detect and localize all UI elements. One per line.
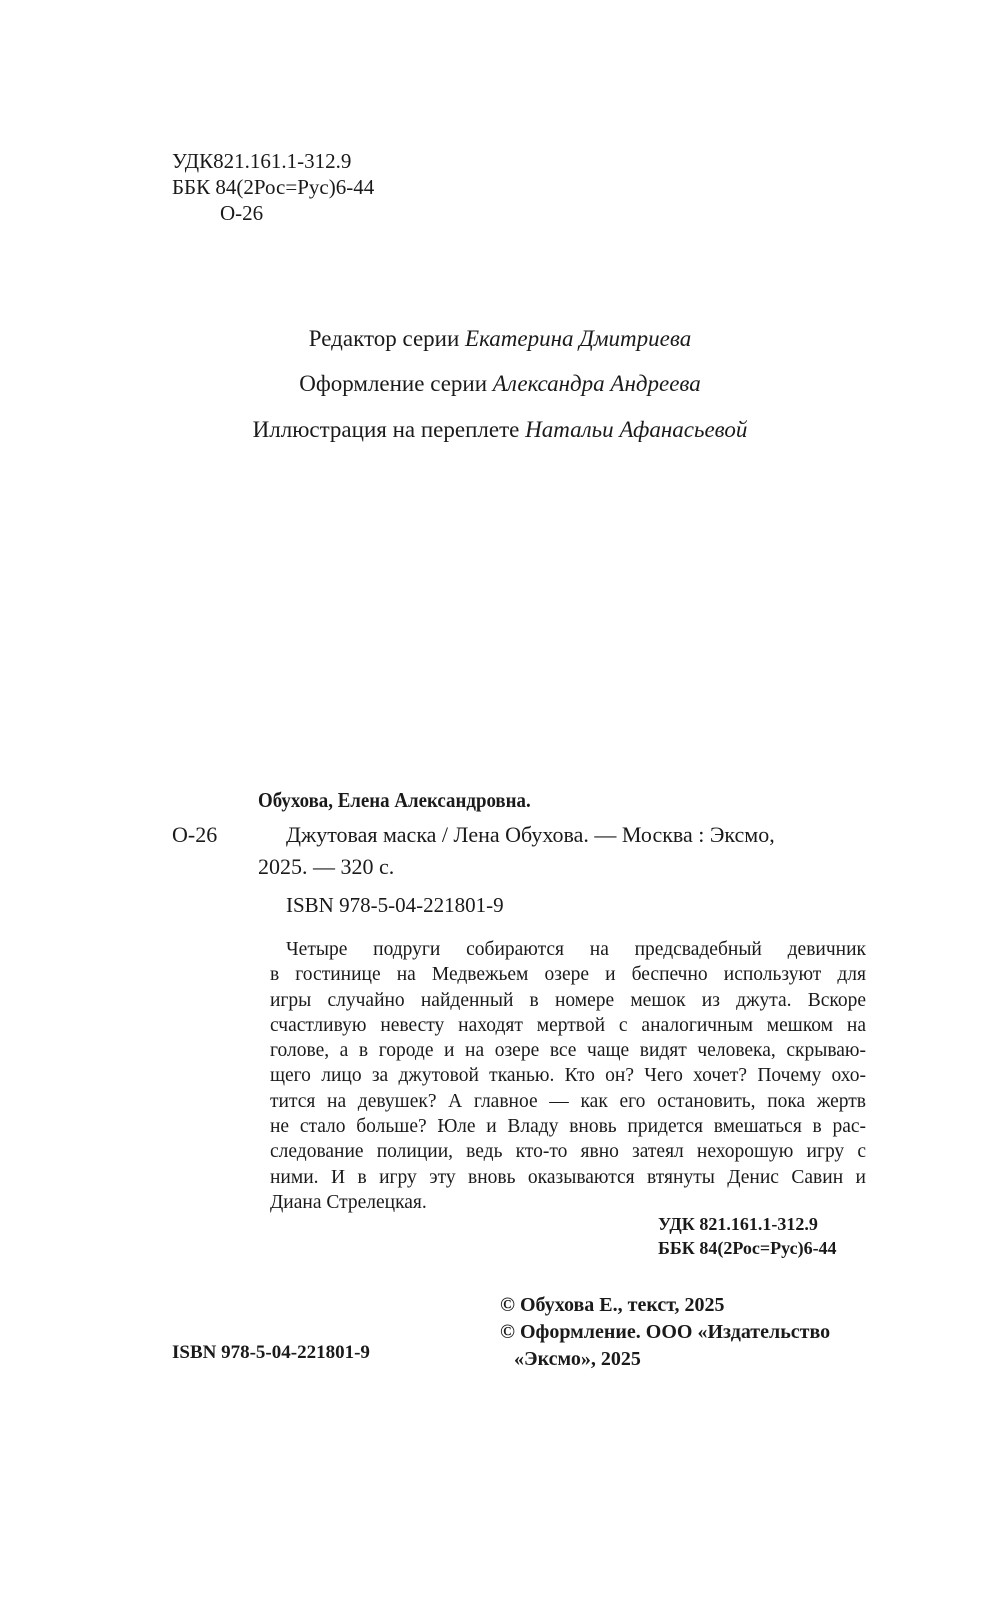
credit-role: Оформление серии <box>299 371 488 396</box>
catalog-title-line-2: 2025. — 320 с. <box>258 854 395 879</box>
credit-series-editor <box>0 326 1000 352</box>
header-classification-codes <box>172 148 374 226</box>
copyright-design-cont: «Эксмо», 2025 <box>514 1348 641 1370</box>
footer-classification-codes <box>658 1212 837 1260</box>
annotation-line: ними. И в игру эту вновь оказываются втянуты Денис Савин и <box>270 1166 866 1188</box>
copyright-block <box>500 1292 830 1373</box>
catalog-author-mark: О-26 <box>172 822 218 847</box>
annotation-line: тится на девушек? А главное — как его остановить, пока жертв <box>270 1090 866 1112</box>
credit-cover-illustration <box>0 417 1000 443</box>
credit-name: Александра Андреева <box>492 371 701 396</box>
copyright-design: © Оформление. ООО «Издательство <box>500 1321 831 1343</box>
bbk-code: ББК 84(2Рос=Рус)6-44 <box>172 175 375 199</box>
catalog-isbn: ISBN 978-5-04-221801-9 <box>286 893 504 917</box>
annotation-line: щего лицо за джутовой тканью. Кто он? Чего хочет? Почему охо- <box>270 1065 866 1087</box>
credit-series-design <box>0 371 1000 397</box>
credit-name: Натальи Афанасьевой <box>525 417 748 442</box>
annotation-line: Четыре подруги собираются на предсвадебный девичник <box>286 939 866 960</box>
copyright-text: © Обухова Е., текст, 2025 <box>500 1294 725 1316</box>
annotation-line: голове, а в городе и на озере все чаще видят человека, скрываю- <box>270 1040 866 1062</box>
credit-name: Екатерина Дмитриева <box>465 326 692 351</box>
credit-role: Иллюстрация на переплете <box>252 417 520 442</box>
udk-code: УДК821.161.1-312.9 <box>172 149 352 173</box>
annotation-line: в гостинице на Медвежьем озере и беспечно используют для <box>270 964 866 986</box>
catalog-title-line-1: Джутовая маска / Лена Обухова. — Москва : Эксмо, <box>286 822 775 847</box>
annotation-line: следование полиции, ведь кто-то явно затеял нехорошую игру с <box>270 1141 866 1163</box>
udk-code: УДК 821.161.1-312.9 <box>658 1214 818 1234</box>
annotation-line: не стало больше? Юле и Владу вновь придется вмешаться в рас- <box>270 1116 866 1138</box>
catalog-author-heading: Обухова, Елена Александровна. <box>258 788 531 812</box>
bbk-code: ББК 84(2Рос=Рус)6-44 <box>658 1238 837 1258</box>
isbn-bottom: ISBN 978-5-04-221801-9 <box>172 1342 370 1363</box>
annotation-line: счастливую невесту находят мертвой с аналогичным мешком на <box>270 1014 866 1036</box>
author-mark: О-26 <box>220 201 264 225</box>
annotation-line: игры случайно найденный в номере мешок из джута. Вскоре <box>270 989 866 1011</box>
book-annotation <box>270 937 866 1215</box>
annotation-line: Диана Стрелецкая. <box>270 1191 427 1213</box>
credit-role: Редактор серии <box>308 326 460 351</box>
